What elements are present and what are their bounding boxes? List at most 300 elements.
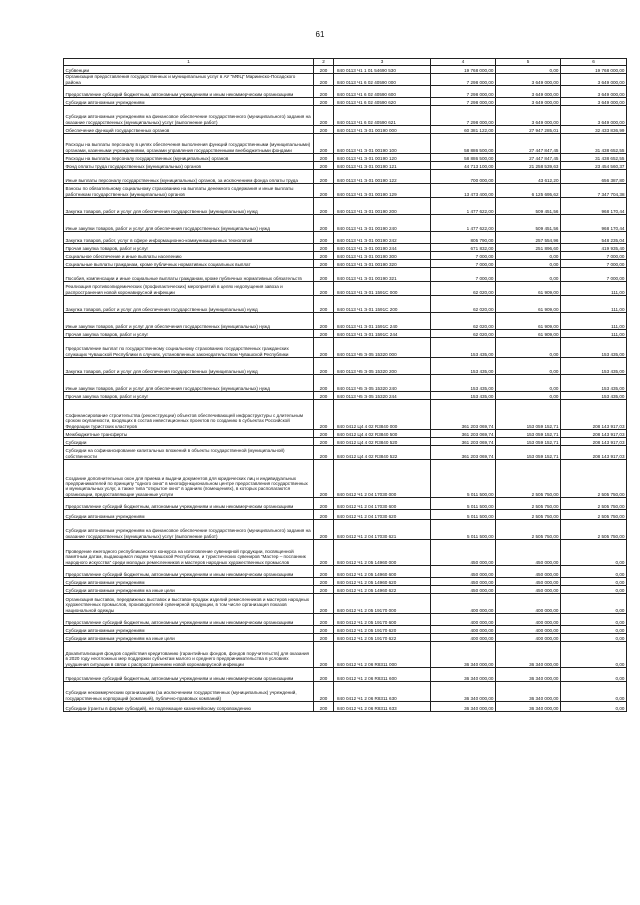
amount-executed: 61 909,00 xyxy=(496,296,561,313)
budget-class-code: 840 0113 Ч1 Э 01 1591С 244 xyxy=(334,330,431,338)
amount-executed: 36 340 000,00 xyxy=(496,642,561,668)
amount-remaining: 0,00 xyxy=(561,594,627,614)
column-header: 1 xyxy=(64,59,314,66)
item-name: Расходы на выплаты персоналу государственных (муниципальных) органов xyxy=(64,154,314,162)
amount-executed: 0,00 xyxy=(496,358,561,375)
amount-remaining: 111,00 xyxy=(561,296,627,313)
admin-code: 200 xyxy=(314,134,334,154)
amount-executed: 27 447 847,45 xyxy=(496,154,561,162)
budget-class-code: 840 0113 Ч1 Э 01 1591С 200 xyxy=(334,296,431,313)
amount-executed: 27 947 285,01 xyxy=(496,126,561,134)
amount-plan: 1 477 622,00 xyxy=(431,215,496,232)
amount-plan: 153 435,00 xyxy=(431,338,496,358)
table-row xyxy=(64,594,627,614)
admin-code: 200 xyxy=(314,540,334,566)
admin-code: 200 xyxy=(314,106,334,126)
admin-code: 200 xyxy=(314,126,334,134)
item-name: Субсидии автономным учреждениям на иные цели xyxy=(64,634,314,642)
amount-executed: 21 258 539,63 xyxy=(496,162,561,170)
budget-class-code: 840 0113 Ч1 Э 01 00190 122 xyxy=(334,170,431,184)
admin-code: 200 xyxy=(314,338,334,358)
budget-table xyxy=(63,58,627,712)
budget-class-code: 840 0113 Ч1 Э 01 00190 244 xyxy=(334,244,431,252)
admin-code: 200 xyxy=(314,260,334,268)
budget-class-code: 840 0113 Ч5 Э 05 15320 200 xyxy=(334,358,431,375)
amount-remaining: 0,00 xyxy=(561,668,627,682)
amount-remaining: 0,00 xyxy=(561,540,627,566)
amount-remaining: 7 000,00 xyxy=(561,252,627,260)
amount-executed: 450 000,00 xyxy=(496,540,561,566)
budget-class-code: 840 0412 Ц4 4 02 R3840 000 xyxy=(334,400,431,430)
table-row xyxy=(64,438,627,446)
table-row xyxy=(64,74,627,86)
amount-plan: 60 381 122,00 xyxy=(431,126,496,134)
amount-remaining: 208 143 917,03 xyxy=(561,438,627,446)
table-row xyxy=(64,66,627,74)
table-row xyxy=(64,162,627,170)
admin-code: 200 xyxy=(314,375,334,392)
table-row xyxy=(64,86,627,98)
table-row xyxy=(64,566,627,578)
admin-code: 200 xyxy=(314,586,334,594)
admin-code: 200 xyxy=(314,520,334,540)
amount-remaining: 0,00 xyxy=(561,578,627,586)
amount-remaining: 23 454 560,37 xyxy=(561,162,627,170)
amount-plan: 450 000,00 xyxy=(431,566,496,578)
amount-plan: 36 340 000,00 xyxy=(431,642,496,668)
budget-class-code: 840 0412 Ч1 2 04 17030 621 xyxy=(334,520,431,540)
budget-class-code: 840 0412 Ч1 2 04 17030 600 xyxy=(334,498,431,510)
amount-remaining: 548 235,04 xyxy=(561,232,627,244)
budget-class-code: 840 0113 Ч1 Э 01 00190 240 xyxy=(334,215,431,232)
table-row xyxy=(64,668,627,682)
budget-class-code: 840 0113 Ч1 Э 01 1591С 240 xyxy=(334,313,431,330)
amount-remaining: 31 438 652,55 xyxy=(561,154,627,162)
amount-plan: 400 000,00 xyxy=(431,614,496,626)
budget-class-code: 840 0113 Ч1 Э 01 00190 300 xyxy=(334,252,431,260)
amount-remaining: 3 649 000,00 xyxy=(561,98,627,106)
amount-remaining: 208 143 917,03 xyxy=(561,446,627,460)
amount-plan: 5 011 500,00 xyxy=(431,498,496,510)
item-name: Прочая закупка товаров, работ и услуг xyxy=(64,244,314,252)
amount-plan: 7 000,00 xyxy=(431,252,496,260)
item-name: Субсидии автономным учреждениям xyxy=(64,578,314,586)
admin-code: 200 xyxy=(314,184,334,198)
amount-remaining: 3 649 000,00 xyxy=(561,74,627,86)
amount-executed: 27 447 847,45 xyxy=(496,134,561,154)
admin-code: 200 xyxy=(314,578,334,586)
amount-executed: 450 000,00 xyxy=(496,578,561,586)
table-row xyxy=(64,626,627,634)
item-name: Предоставление субсидий бюджетным, автономным учреждениям и иным некоммерческим организациям xyxy=(64,566,314,578)
budget-class-code: 840 0113 Ч1 Э 01 00190 100 xyxy=(334,134,431,154)
budget-class-code: 840 0412 Ч1 2 06 R8311 633 xyxy=(334,702,431,712)
admin-code: 200 xyxy=(314,642,334,668)
amount-executed: 36 340 000,00 xyxy=(496,668,561,682)
table-row xyxy=(64,400,627,430)
admin-code: 200 xyxy=(314,170,334,184)
admin-code: 200 xyxy=(314,74,334,86)
amount-remaining: 0,00 xyxy=(561,682,627,702)
item-name: Субсидии автономным учреждениям xyxy=(64,98,314,106)
amount-plan: 13 473 400,00 xyxy=(431,184,496,198)
item-name: Иные закупки товаров, работ и услуг для обеспечения государственных (муниципальных) нужд xyxy=(64,375,314,392)
item-name: Иные закупки товаров, работ и услуг для обеспечения государственных (муниципальных) нужд xyxy=(64,313,314,330)
amount-plan: 7 000,00 xyxy=(431,268,496,282)
item-name: Софинансирование строительства (реконструкции) объектов обеспечивающей инфраструктуры с длительным сроком окупаемости, входящих в состав инвестиционных проектов по созданию в субъектах Российской Федерации туристских кластеров xyxy=(64,400,314,430)
item-name: Предоставление субсидий бюджетным, автономным учреждениям и иным некоммерческим организациям xyxy=(64,668,314,682)
table-row xyxy=(64,98,627,106)
table-row xyxy=(64,154,627,162)
amount-plan: 450 000,00 xyxy=(431,586,496,594)
amount-plan: 62 020,00 xyxy=(431,330,496,338)
item-name: Прочая закупка товаров, работ и услуг xyxy=(64,330,314,338)
amount-plan: 36 340 000,00 xyxy=(431,682,496,702)
table-row xyxy=(64,375,627,392)
amount-remaining: 0,00 xyxy=(561,586,627,594)
table-row xyxy=(64,232,627,244)
column-header: 4 xyxy=(431,59,496,66)
admin-code: 200 xyxy=(314,66,334,74)
admin-code: 200 xyxy=(314,282,334,296)
admin-code: 200 xyxy=(314,430,334,438)
item-name: Субсидии на софинансирование капитальных вложений в объекты государственной (муниципальной) собственности xyxy=(64,446,314,460)
item-name: Субсидии автономным учреждениям xyxy=(64,626,314,634)
item-name: Предоставление субсидий бюджетным, автономным учреждениям и иным некоммерческим организациям xyxy=(64,614,314,626)
budget-class-code: 840 0412 Ч1 2 06 R8311 630 xyxy=(334,682,431,702)
table-row xyxy=(64,586,627,594)
table-row xyxy=(64,260,627,268)
item-name: Докапитализация фондов содействия кредитованию (гарантийных фондов, фондов поручительств) для оказания в 2020 году неотложных мер поддержки субъектам малого и среднего предпринимательства в условиях ухудшения ситуации в связи с распространением новой коронавирусной инфекции xyxy=(64,642,314,668)
budget-class-code: 840 0412 Ч1 2 05 14960 620 xyxy=(334,578,431,586)
item-name: Предоставление субсидий бюджетным, автономным учреждениям и иным некоммерческим организациям xyxy=(64,86,314,98)
budget-class-code: 840 0113 Ч1 Э 01 00190 120 xyxy=(334,154,431,162)
admin-code: 200 xyxy=(314,510,334,520)
amount-plan: 450 000,00 xyxy=(431,540,496,566)
budget-class-code: 840 0113 Ч1 1 01 54690 530 xyxy=(334,66,431,74)
budget-class-code: 840 0113 Ч1 6 02 40590 000 xyxy=(334,74,431,86)
item-name: Межбюджетные трансферты xyxy=(64,430,314,438)
table-row xyxy=(64,268,627,282)
amount-plan: 36 340 000,00 xyxy=(431,702,496,712)
budget-class-code: 840 0113 Ч1 6 02 40590 600 xyxy=(334,86,431,98)
amount-plan: 44 713 100,00 xyxy=(431,162,496,170)
amount-executed: 6 125 695,62 xyxy=(496,184,561,198)
item-name: Проведение ежегодного республиканского конкурса на изготовление сувенирной продукции, посвященной памятным датам, выдающимся людям Чувашской Республики, и туристических сувениров "Мастер – посланник народного искусства" среди молодых ремесленников и мастеров народных художественных промыслов xyxy=(64,540,314,566)
amount-executed: 3 649 000,00 xyxy=(496,74,561,86)
amount-plan: 58 886 500,00 xyxy=(431,134,496,154)
admin-code: 200 xyxy=(314,244,334,252)
amount-plan: 361 203 069,74 xyxy=(431,400,496,430)
amount-executed: 43 612,20 xyxy=(496,170,561,184)
amount-remaining: 419 935,40 xyxy=(561,244,627,252)
amount-remaining: 968 170,44 xyxy=(561,215,627,232)
amount-plan: 671 832,00 xyxy=(431,244,496,252)
column-header: 6 xyxy=(561,59,627,66)
table-row xyxy=(64,498,627,510)
amount-remaining: 0,00 xyxy=(561,634,627,642)
table-row xyxy=(64,282,627,296)
amount-executed: 153 059 152,71 xyxy=(496,400,561,430)
table-row xyxy=(64,296,627,313)
amount-plan: 153 435,00 xyxy=(431,392,496,400)
table-row xyxy=(64,614,627,626)
amount-plan: 62 020,00 xyxy=(431,282,496,296)
amount-remaining: 208 143 917,03 xyxy=(561,400,627,430)
budget-class-code: 840 0113 Ч1 Э 01 00190 121 xyxy=(334,162,431,170)
amount-remaining: 0,00 xyxy=(561,626,627,634)
table-row xyxy=(64,313,627,330)
budget-class-code: 840 0113 Ч1 Э 01 00190 242 xyxy=(334,232,431,244)
admin-code: 200 xyxy=(314,460,334,498)
amount-plan: 7 298 000,00 xyxy=(431,106,496,126)
item-name: Реализация противоэпидемических (профилактических) мероприятий в целях недопущения завоза и распространения новой коронавирусной инфекции xyxy=(64,282,314,296)
item-name: Иные закупки товаров, работ и услуг для обеспечения государственных (муниципальных) нужд xyxy=(64,215,314,232)
budget-class-code: 840 0412 Ц4 4 02 R3840 500 xyxy=(334,430,431,438)
amount-remaining: 0,00 xyxy=(561,566,627,578)
budget-class-code: 840 0412 Ч1 2 05 14960 000 xyxy=(334,540,431,566)
admin-code: 200 xyxy=(314,232,334,244)
amount-executed: 400 000,00 xyxy=(496,594,561,614)
item-name: Организация выставок, передвижных выставок и выставок-продаж изделий ремесленников и мастеров народных художественных промыслов, производителей сувенирной продукции, в том числе организация показов национальной одежды xyxy=(64,594,314,614)
admin-code: 200 xyxy=(314,162,334,170)
amount-plan: 62 020,00 xyxy=(431,313,496,330)
amount-remaining: 2 505 750,00 xyxy=(561,460,627,498)
amount-plan: 7 000,00 xyxy=(431,260,496,268)
amount-remaining: 7 000,00 xyxy=(561,268,627,282)
amount-plan: 400 000,00 xyxy=(431,634,496,642)
budget-class-code: 840 0412 Ч1 2 05 19170 000 xyxy=(334,594,431,614)
amount-plan: 361 203 069,74 xyxy=(431,446,496,460)
admin-code: 200 xyxy=(314,330,334,338)
amount-remaining: 2 505 750,00 xyxy=(561,510,627,520)
amount-executed: 2 505 750,00 xyxy=(496,498,561,510)
budget-class-code: 840 0113 Ч1 Э 01 1591С 000 xyxy=(334,282,431,296)
item-name: Закупка товаров, работ и услуг для обеспечения государственных (муниципальных) нужд xyxy=(64,358,314,375)
item-name: Обеспечение функций государственных органов xyxy=(64,126,314,134)
amount-plan: 5 011 500,00 xyxy=(431,520,496,540)
amount-executed: 400 000,00 xyxy=(496,614,561,626)
budget-class-code: 840 0113 Ч1 Э 01 00190 200 xyxy=(334,198,431,215)
amount-remaining: 31 438 652,55 xyxy=(561,134,627,154)
amount-executed: 61 909,00 xyxy=(496,330,561,338)
column-header: 3 xyxy=(334,59,431,66)
budget-class-code: 840 0113 Ч1 Э 01 00190 000 xyxy=(334,126,431,134)
admin-code: 200 xyxy=(314,400,334,430)
item-name: Иные выплаты персоналу государственных (муниципальных) органов, за исключением фонда оплаты труда xyxy=(64,170,314,184)
amount-executed: 61 909,00 xyxy=(496,282,561,296)
admin-code: 200 xyxy=(314,313,334,330)
table-row xyxy=(64,578,627,586)
amount-plan: 361 203 069,74 xyxy=(431,438,496,446)
item-name: Закупка товаров, работ и услуг для обеспечения государственных (муниципальных) нужд xyxy=(64,198,314,215)
admin-code: 200 xyxy=(314,566,334,578)
item-name: Прочая закупка товаров, работ и услуг xyxy=(64,392,314,400)
amount-plan: 153 435,00 xyxy=(431,375,496,392)
table-row xyxy=(64,252,627,260)
table-row xyxy=(64,392,627,400)
amount-remaining: 0,00 xyxy=(561,642,627,668)
item-name: Закупка товаров, работ и услуг для обеспечения государственных (муниципальных) нужд xyxy=(64,296,314,313)
amount-plan: 153 435,00 xyxy=(431,358,496,375)
amount-remaining: 153 435,00 xyxy=(561,392,627,400)
amount-remaining: 153 435,00 xyxy=(561,338,627,358)
budget-class-code: 840 0113 Ч5 Э 05 15320 240 xyxy=(334,375,431,392)
table-row xyxy=(64,510,627,520)
page-number: 61 xyxy=(315,30,325,39)
budget-class-code: 840 0412 Ц4 4 02 R3840 522 xyxy=(334,446,431,460)
amount-executed: 153 059 152,71 xyxy=(496,430,561,438)
admin-code: 200 xyxy=(314,252,334,260)
budget-class-code: 840 0412 Ч1 2 05 19170 622 xyxy=(334,634,431,642)
amount-remaining: 656 387,80 xyxy=(561,170,627,184)
item-name: Предоставление выплат по государственному социальному страхованию государственных гражданских служащих Чувашской Республики в случаях, установленных законодательством Чувашской Республики xyxy=(64,338,314,358)
column-header: 5 xyxy=(496,59,561,66)
amount-plan: 19 768 000,00 xyxy=(431,66,496,74)
amount-plan: 58 886 500,00 xyxy=(431,154,496,162)
amount-remaining: 111,00 xyxy=(561,330,627,338)
table-row xyxy=(64,520,627,540)
header-row xyxy=(64,59,627,66)
budget-class-code: 840 0412 Ч1 2 05 19170 600 xyxy=(334,614,431,626)
amount-plan: 62 020,00 xyxy=(431,296,496,313)
table-row xyxy=(64,702,627,712)
amount-executed: 153 059 152,71 xyxy=(496,438,561,446)
amount-executed: 0,00 xyxy=(496,338,561,358)
column-header: 2 xyxy=(314,59,334,66)
amount-remaining: 968 170,44 xyxy=(561,198,627,215)
admin-code: 200 xyxy=(314,614,334,626)
item-name: Предоставление субсидий бюджетным, автономным учреждениям и иным некоммерческим организациям xyxy=(64,498,314,510)
amount-executed: 3 649 000,00 xyxy=(496,98,561,106)
item-name: Расходы на выплаты персоналу в целях обеспечения выполнения функций государственными (муниципальными) органами, казенными учреждениями, органами управления государственными внебюджетными фондами xyxy=(64,134,314,154)
amount-executed: 257 554,96 xyxy=(496,232,561,244)
amount-plan: 1 477 622,00 xyxy=(431,198,496,215)
admin-code: 200 xyxy=(314,358,334,375)
amount-plan: 36 340 000,00 xyxy=(431,668,496,682)
item-name: Организация предоставления государственных и муниципальных услуг в АУ "МФЦ" Мариинско-Посадского района xyxy=(64,74,314,86)
amount-executed: 400 000,00 xyxy=(496,634,561,642)
item-name: Субсидии некоммерческим организациям (за исключением государственных (муниципальных) учреждений, государственных корпораций (компаний), публично-правовых компаний) xyxy=(64,682,314,702)
amount-executed: 0,00 xyxy=(496,260,561,268)
amount-plan: 400 000,00 xyxy=(431,594,496,614)
amount-executed: 36 340 000,00 xyxy=(496,682,561,702)
amount-plan: 700 000,00 xyxy=(431,170,496,184)
budget-class-code: 840 0412 Ч1 2 06 R8311 600 xyxy=(334,668,431,682)
item-name: Фонд оплаты труда государственных (муниципальных) органов xyxy=(64,162,314,170)
table-row xyxy=(64,198,627,215)
amount-remaining: 0,00 xyxy=(561,702,627,712)
budget-class-code: 840 0412 Ч1 2 04 17030 620 xyxy=(334,510,431,520)
table-row xyxy=(64,446,627,460)
budget-class-code: 840 0412 Ч1 2 05 14960 600 xyxy=(334,566,431,578)
amount-plan: 7 298 000,00 xyxy=(431,86,496,98)
admin-code: 200 xyxy=(314,438,334,446)
table-row xyxy=(64,170,627,184)
amount-plan: 450 000,00 xyxy=(431,578,496,586)
amount-remaining: 2 505 750,00 xyxy=(561,520,627,540)
table-row xyxy=(64,106,627,126)
admin-code: 200 xyxy=(314,446,334,460)
amount-remaining: 3 649 000,00 xyxy=(561,86,627,98)
amount-plan: 400 000,00 xyxy=(431,626,496,634)
amount-executed: 153 059 152,71 xyxy=(496,446,561,460)
budget-class-code: 840 0412 Ч1 2 04 17030 000 xyxy=(334,460,431,498)
amount-plan: 5 011 500,00 xyxy=(431,510,496,520)
table-row xyxy=(64,682,627,702)
amount-remaining: 7 000,00 xyxy=(561,260,627,268)
amount-executed: 509 451,56 xyxy=(496,215,561,232)
table-row xyxy=(64,430,627,438)
budget-class-code: 840 0113 Ч1 6 02 40590 620 xyxy=(334,98,431,106)
admin-code: 200 xyxy=(314,634,334,642)
amount-plan: 805 790,00 xyxy=(431,232,496,244)
item-name: Взносы по обязательному социальному страхованию на выплаты денежного содержания и иные выплаты работникам государственных (муниципальных) органов xyxy=(64,184,314,198)
admin-code: 200 xyxy=(314,215,334,232)
amount-remaining: 208 143 917,03 xyxy=(561,430,627,438)
admin-code: 200 xyxy=(314,392,334,400)
amount-plan: 7 298 000,00 xyxy=(431,98,496,106)
item-name: Субсидии автономным учреждениям xyxy=(64,510,314,520)
item-name: Создание дополнительных окон для приема и выдачи документов для юридических лиц и индивидуальных предпринимателей по принципу "одного окна" в многофункциональном центре предоставления государственных и муниципальных услуг, а также типа "открытое окно" в зданиях (помещениях), в которых располагаются организации, предоставляющие указанные услуги xyxy=(64,460,314,498)
item-name: Субсидии автономным учреждениям на финансовое обеспечение государственного (муниципального) задания на оказание государственных (муниципальных) услуг (выполнение работ) xyxy=(64,520,314,540)
amount-remaining: 153 435,00 xyxy=(561,375,627,392)
amount-executed: 450 000,00 xyxy=(496,586,561,594)
amount-executed: 0,00 xyxy=(496,375,561,392)
admin-code: 200 xyxy=(314,668,334,682)
amount-remaining: 19 768 000,00 xyxy=(561,66,627,74)
amount-executed: 450 000,00 xyxy=(496,566,561,578)
budget-class-code: 840 0113 Ч5 Э 05 15320 000 xyxy=(334,338,431,358)
amount-executed: 509 451,56 xyxy=(496,198,561,215)
admin-code: 200 xyxy=(314,626,334,634)
amount-executed: 2 505 750,00 xyxy=(496,510,561,520)
table-row xyxy=(64,215,627,232)
table-row xyxy=(64,338,627,358)
table-row xyxy=(64,634,627,642)
budget-class-code: 840 0113 Ч1 6 02 40590 621 xyxy=(334,106,431,126)
admin-code: 200 xyxy=(314,154,334,162)
table-row xyxy=(64,126,627,134)
budget-class-code: 840 0412 Ч1 2 06 R8311 000 xyxy=(334,642,431,668)
table-row xyxy=(64,460,627,498)
item-name: Субсидии автономным учреждениям на финансовое обеспечение государственного (муниципального) задания на оказание государственных (муниципальных) услуг (выполнение работ) xyxy=(64,106,314,126)
amount-executed: 0,00 xyxy=(496,252,561,260)
amount-executed: 0,00 xyxy=(496,268,561,282)
budget-class-code: 840 0113 Ч1 Э 01 00190 321 xyxy=(334,268,431,282)
budget-class-code: 840 0113 Ч1 Э 01 00190 320 xyxy=(334,260,431,268)
item-name: Субсидии xyxy=(64,438,314,446)
table-row xyxy=(64,358,627,375)
item-name: Субсидии автономным учреждениям на иные цели xyxy=(64,586,314,594)
amount-executed: 0,00 xyxy=(496,66,561,74)
amount-remaining: 0,00 xyxy=(561,614,627,626)
admin-code: 200 xyxy=(314,198,334,215)
admin-code: 200 xyxy=(314,98,334,106)
amount-remaining: 111,00 xyxy=(561,282,627,296)
item-name: Пособия, компенсации и иные социальные выплаты гражданам, кроме публичных нормативных обязательств xyxy=(64,268,314,282)
amount-executed: 3 649 000,00 xyxy=(496,106,561,126)
amount-executed: 251 896,60 xyxy=(496,244,561,252)
item-name: Социальное обеспечение и иные выплаты населению xyxy=(64,252,314,260)
amount-executed: 36 340 000,00 xyxy=(496,702,561,712)
amount-remaining: 2 505 750,00 xyxy=(561,498,627,510)
table-row xyxy=(64,244,627,252)
budget-class-code: 840 0113 Ч5 Э 05 15320 244 xyxy=(334,392,431,400)
amount-executed: 61 909,00 xyxy=(496,313,561,330)
amount-executed: 3 649 000,00 xyxy=(496,86,561,98)
table-row xyxy=(64,540,627,566)
